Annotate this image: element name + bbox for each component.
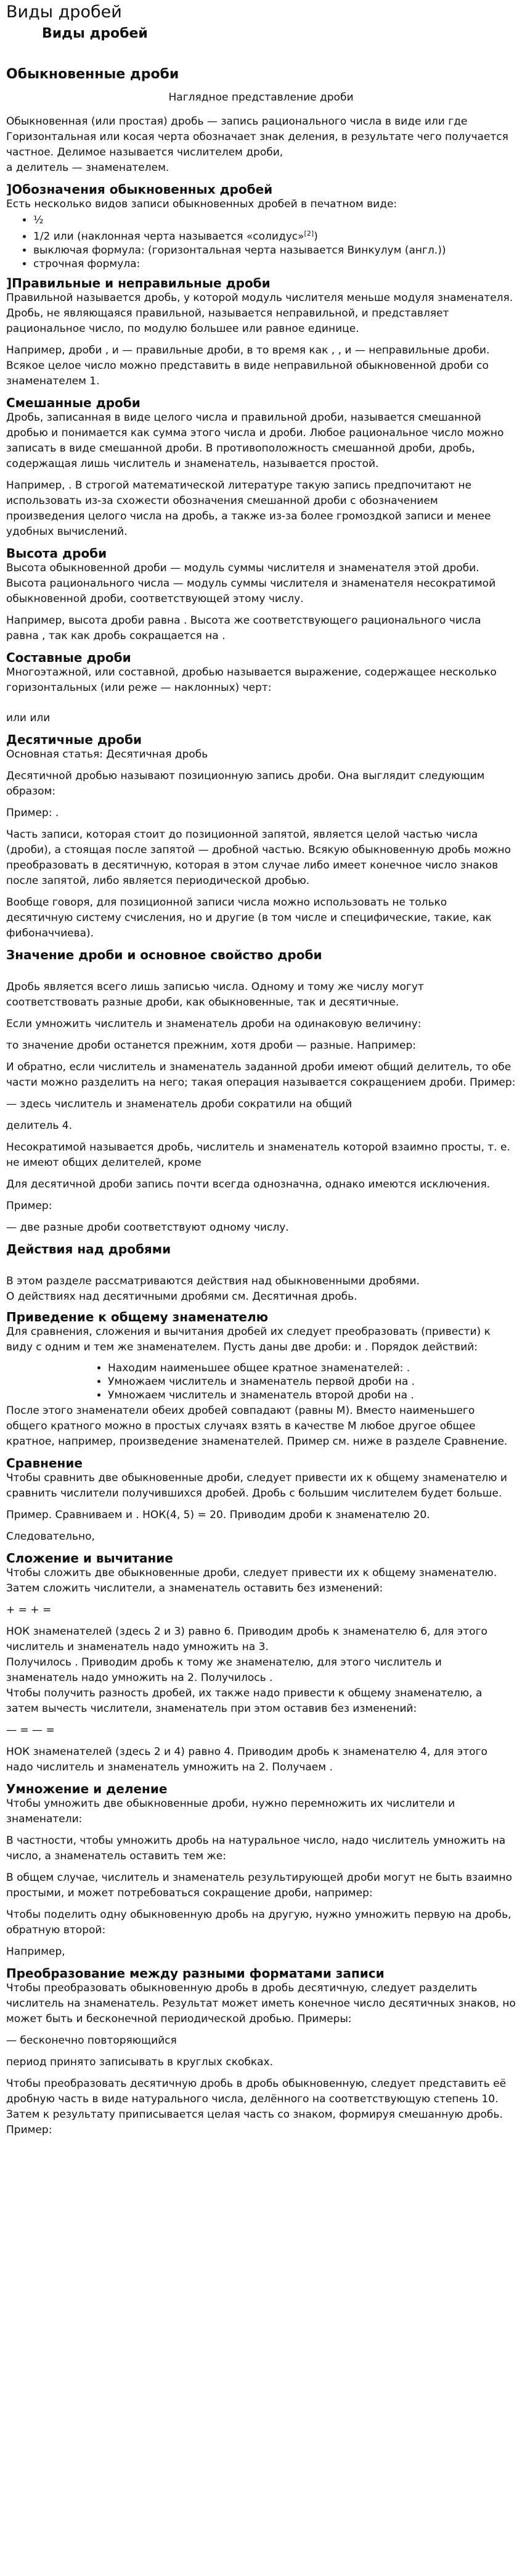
paragraph: то значение дроби останется прежним, хотя дроби — разные. Например:	[6, 1039, 416, 1052]
paragraph: Получилось . Приводим дробь к тому же знаменателю, для этого числитель и знаменатель надо умножить на 2. Получилось .	[6, 1656, 442, 1684]
footnote-link[interactable]: [2]	[304, 229, 314, 237]
paragraph: НОК знаменателей (здесь 2 и 4) равно 4. Приводим дробь к знаменателю 4, для этого надо числитель и знаменатель умножить на 2. Получаем .	[6, 1745, 487, 1773]
paragraph: делитель 4.	[6, 1119, 72, 1132]
heading-multiplication-division: Умножение и деление	[6, 1781, 168, 1796]
paragraph: — две разные дроби соответствуют одному числу.	[6, 1221, 289, 1234]
paragraph: Дробь, записанная в виде целого числа и правильной дроби, называется смешанной дробью и понимается как сумма этого числа и дроби. Любое рациональное число можно записать в виде смешанной дроби. В противоположность смешанной дроби, дробь, содержащая лишь числитель и знаменатель, называется простой.	[6, 411, 504, 470]
paragraph: Например, . В строгой математической литературе такую запись предпочитают не использовать из-за схожести обозначения смешанной дроби с обозначением произведения целого числа на дробь, а также из-за более громоздкой записи и менее удобных вычислений.	[6, 479, 491, 538]
steps-list	[6, 1361, 516, 1402]
paragraph: Пример: .	[6, 806, 59, 819]
heading-fraction-height: Высота дроби	[6, 545, 107, 561]
image-caption: Наглядное представление дроби	[168, 91, 354, 104]
paragraph: Для сравнения, сложения и вычитания дробей их следует преобразовать (привести) к виду с одним и тем же знаменателем. Пусть даны две дроби: и . Порядок действий:	[6, 1325, 491, 1353]
paragraph: И обратно, если числитель и знаменатель заданной дроби имеют общий делитель, то обе части можно разделить на него; такая операция называется сокращением дроби. Пример:	[6, 1060, 516, 1089]
section-common-denominator	[6, 1310, 516, 1450]
section-common-fractions	[6, 67, 516, 176]
paragraph: Следовательно,	[6, 1530, 95, 1543]
list-item: • 1/2 или (наклонная черта называется «солидус»[2])	[33, 227, 516, 244]
paragraph: + = + =	[6, 1603, 52, 1616]
paragraph: — бесконечно повторяющийся	[6, 2034, 177, 2047]
notation-list	[6, 213, 516, 271]
paragraph: Вообще говоря, для позиционной записи числа можно использовать не только десятичную систему счисления, но и другие (в том числе и специфические, такие, как фибоначчиева).	[6, 896, 492, 939]
section-compound-fractions	[6, 650, 516, 726]
list-item: • Умножаем числитель и знаменатель второй дроби на .	[108, 1389, 516, 1402]
paragraph: период принято записывать в круглых скобках.	[6, 2055, 274, 2068]
heading-common-fractions: Обыкновенные дроби	[6, 67, 179, 82]
paragraph: Чтобы умножить две обыкновенные дроби, нужно перемножить их числители и знаменатели:	[6, 1797, 455, 1825]
heading-mixed-fractions: Смешанные дроби	[6, 395, 141, 410]
paragraph: Обыкновенная (или простая) дробь — запись рационального числа в виде или где Горизонтальная или косая черта обозначает знак деления, в результате чего получается частное. Делимое называется числителем дроби,	[6, 115, 508, 159]
list-item: • ½	[33, 213, 516, 227]
page-title: Виды дробей	[6, 2, 122, 22]
paragraph: После этого знаменатели обеих дробей совпадают (равны M). Вместо наименьшего общего кратного можно в простых случаях взять в качестве M любое другое общее кратное, например, произведение знаменателей. Пример см. ниже в разделе Сравнение.	[6, 1404, 508, 1448]
paragraph: Чтобы преобразовать десятичную дробь в дробь обыкновенную, следует представить её дробную часть в виде натурального числа, делённого на соответствующую степень 10. Затем к результату приписывается целая часть со знаком, формируя смешанную дробь. Пример:	[6, 2077, 507, 2136]
heading-proper-fractions: ]Правильные и неправильные дроби	[6, 275, 271, 291]
heading-comparison: Сравнение	[6, 1455, 83, 1471]
heading-common-denominator: Приведение к общему знаменателю	[6, 1309, 269, 1324]
section-multiplication-division	[6, 1781, 516, 1960]
list-item: • Находим наименьшее общее кратное знаменателей: .	[108, 1361, 516, 1375]
paragraph: или или	[6, 711, 51, 724]
paragraph: Есть несколько видов записи обыкновенных дробей в печатном виде:	[6, 198, 398, 210]
section-mixed-fractions	[6, 395, 516, 540]
section-proper-fractions	[6, 276, 516, 389]
paragraph: В частности, чтобы умножить дробь на натуральное число, надо числитель умножить на число, а знаменатель оставить тем же:	[6, 1834, 506, 1862]
paragraph: В этом разделе рассматриваются действия над обыкновенными дробями.	[6, 1274, 420, 1287]
paragraph: Например, дроби , и — правильные дроби, в то время как , , и — неправильные дроби. Всякое целое число можно представить в виде неправильной обыкновенной дроби со знаменателем 1.	[6, 344, 490, 387]
section-addition-subtraction	[6, 1551, 516, 1775]
list-item: • Умножаем числитель и знаменатель первой дроби на .	[108, 1375, 516, 1389]
heading-notation: ]Обозначения обыкновенных дробей	[6, 182, 273, 197]
paragraph: Часть записи, которая стоит до позиционной запятой, является целой частью числа (дроби), а стоящая после запятой — дробной частью. Всякую обыкновенную дробь можно преобразовать в десятичную, которая в этом случае либо имеет конечное число знаков после запятой, либо является периодической дробью.	[6, 828, 511, 887]
paragraph: Десятичной дробью называют позиционную запись дроби. Она выглядит следующим образом:	[6, 769, 485, 798]
paragraph: — = — =	[6, 1724, 55, 1736]
paragraph: — здесь числитель и знаменатель дроби сократили на общий	[6, 1097, 353, 1110]
paragraph: а делитель — знаменателем.	[6, 162, 169, 174]
paragraph: Многоэтажной, или составной, дробью называется выражение, содержащее несколько горизонтальных (или реже — наклонных) черт:	[6, 666, 497, 694]
section-fraction-height	[6, 546, 516, 644]
paragraph: Чтобы сложить две обыкновенные дроби, следует привести их к общему знаменателю. Затем сложить числители, а знаменатель оставить без изменений:	[6, 1566, 497, 1595]
paragraph: Чтобы поделить одну обыкновенную дробь на другую, нужно умножить первую на дробь, обратную второй:	[6, 1908, 512, 1936]
paragraph: Правильной называется дробь, у которой модуль числителя меньше модуля знаменателя. Дробь, не являющаяся правильной, называется неправильной, и представляет рациональное число, по модулю большее или равное единице.	[6, 291, 513, 335]
paragraph: Пример. Сравниваем и . НОК(4, 5) = 20. Приводим дроби к знаменателю 20.	[6, 1508, 430, 1521]
list-item: • выключая формула: (горизонтальная черта называется Винкулум (англ.))	[33, 244, 516, 257]
main-article-link[interactable]: Основная статья: Десятичная дробь	[6, 748, 208, 761]
heading-decimal-fractions: Десятичные дроби	[6, 732, 142, 747]
paragraph: Высота обыкновенной дроби — модуль суммы числителя и знаменателя этой дроби. Высота рационального числа — модуль суммы числителя и знаменателя несократимой обыкновенной дроби, соответствующей этому числу.	[6, 561, 496, 605]
document-page	[0, 2, 522, 2138]
heading-format-conversion: Преобразование между разными форматами записи	[6, 1965, 385, 1981]
section-operations	[6, 1242, 516, 1305]
list-item-text: 1/2 или (наклонная черта называется «солидус»	[33, 230, 304, 243]
paragraph: Пример:	[6, 1199, 52, 1212]
heading-operations: Действия над дробями	[6, 1241, 171, 1257]
section-comparison	[6, 1456, 516, 1545]
heading-fraction-value: Значение дроби и основное свойство дроби	[6, 947, 322, 962]
paragraph: Например, высота дроби равна . Высота же соответствующего рационального числа равна , так как дробь сокращается на .	[6, 614, 481, 642]
paragraph: Например,	[6, 1945, 65, 1958]
document-title: Виды дробей	[42, 26, 148, 41]
paragraph: Чтобы сравнить две обыкновенные дроби, следует привести их к общему знаменателю и сравнить числители получившихся дробей. Дробь с большим числителем будет больше.	[6, 1471, 507, 1500]
paragraph: Чтобы преобразовать обыкновенную дробь в дробь десятичную, следует разделить числитель на знаменатель. Результат может иметь конечное число десятичных знаков, но может быть и бесконечной периодической дробью. Примеры:	[6, 1981, 516, 2025]
section-fraction-value	[6, 947, 516, 1236]
paragraph: О действиях над десятичными дробями см. Десятичная дробь.	[6, 1290, 357, 1303]
paragraph: НОК знаменателей (здесь 2 и 3) равно 6. Приводим дробь к знаменателю 6, для этого числитель и знаменатель надо умножить на 3.	[6, 1625, 487, 1653]
section-format-conversion	[6, 1966, 516, 2138]
paragraph: Дробь является всего лишь записью числа. Одному и тому же числу могут соответствовать разные дроби, как обыкновенные, так и десятичные.	[6, 980, 424, 1009]
paragraph: В общем случае, числитель и знаменатель результирующей дроби могут не быть взаимно простыми, и может потребоваться сокращение дроби, например:	[6, 1871, 512, 1899]
heading-compound-fractions: Составные дроби	[6, 650, 131, 665]
paragraph: Если умножить числитель и знаменатель дроби на одинаковую величину:	[6, 1017, 422, 1030]
section-decimal-fractions	[6, 732, 516, 941]
heading-addition-subtraction: Сложение и вычитание	[6, 1550, 173, 1566]
paragraph: Для десятичной дроби запись почти всегда однозначна, однако имеются исключения.	[6, 1178, 491, 1191]
list-item: • строчная формула:	[33, 257, 516, 271]
section-notation	[6, 182, 516, 271]
paragraph: Чтобы получить разность дробей, их также надо привести к общему знаменателю, а затем вычесть числители, знаменатель при этом оставив без изменений:	[6, 1686, 483, 1715]
paragraph: Несократимой называется дробь, числитель и знаменатель которой взаимно просты, т. е. не имеют общих делителей, кроме	[6, 1141, 510, 1169]
